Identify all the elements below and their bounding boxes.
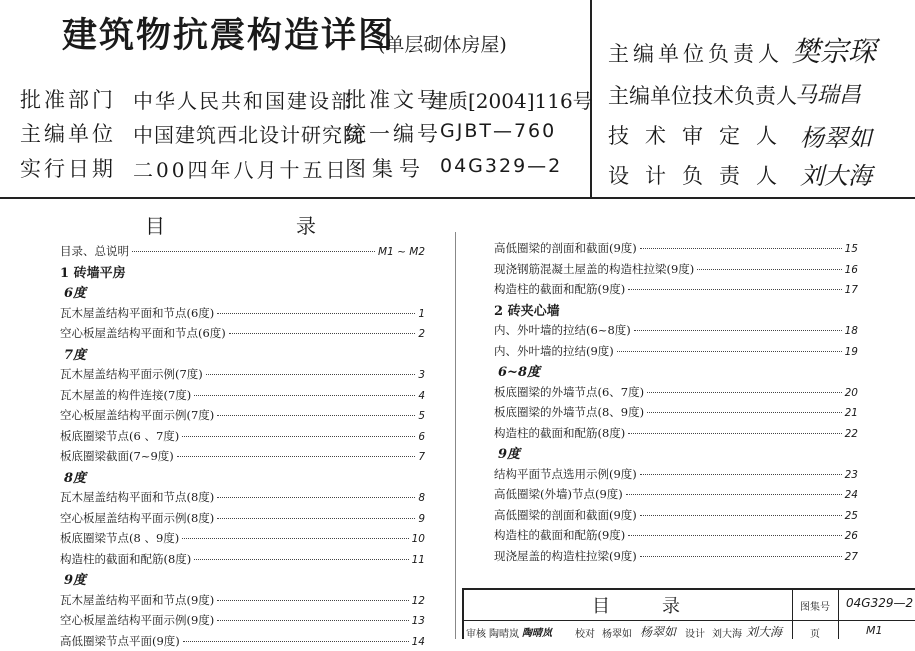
toc-entry <box>60 243 425 261</box>
toc-entry <box>60 633 425 651</box>
toc-leader-dots <box>206 374 416 375</box>
toc-entry <box>60 592 425 610</box>
signature-chief-unit: 樊宗琛 <box>792 35 877 68</box>
toc-entry <box>494 240 858 258</box>
toc-entry-title: 瓦木屋盖结构平面示例(7度) <box>60 367 203 381</box>
toc-entry <box>60 407 425 425</box>
title-block-mid-rule <box>462 620 915 621</box>
editor-unit-label: 主编单位 <box>20 122 116 146</box>
toc-leader-dots <box>182 538 408 539</box>
toc-entry <box>60 551 425 569</box>
unified-no-label: 统一编号 <box>345 122 441 146</box>
toc-title-left: 目 <box>145 214 165 238</box>
toc-leader-dots <box>217 620 408 621</box>
title-block-name-right: 录 <box>662 596 680 617</box>
title-block-name-left: 目 <box>592 596 610 617</box>
toc-entry-page: 24 <box>844 489 858 501</box>
toc-entry-title: 高低圈梁的剖面和截面(9度) <box>494 241 637 255</box>
toc-entry-title: 高低圈梁(外墙)节点(9度) <box>494 487 623 501</box>
title-block-review-label: 审核 <box>466 629 486 640</box>
toc-subsection-heading: 9度 <box>64 573 87 588</box>
toc-entry-title: 结构平面节点选用示例(9度) <box>494 466 637 481</box>
toc-leader-dots <box>640 556 842 557</box>
toc-entry <box>60 366 425 384</box>
toc-leader-dots <box>194 395 415 396</box>
toc-entry-page: 23 <box>844 468 858 481</box>
toc-entry-page: 16 <box>844 263 858 276</box>
toc-center-divider <box>455 232 456 639</box>
title-block-check-label: 校对 <box>575 629 595 640</box>
toc-entry <box>494 466 858 484</box>
toc-entry-page: 18 <box>844 325 858 337</box>
toc-entry <box>60 305 425 323</box>
toc-entry <box>494 384 858 402</box>
atlas-title: 建筑物抗震构造详图 <box>62 15 396 56</box>
toc-entry <box>60 325 425 343</box>
toc-entry <box>60 387 425 405</box>
toc-entry-page: 27 <box>844 550 858 563</box>
toc-entry-page: 4 <box>418 389 425 402</box>
toc-leader-dots <box>640 474 842 475</box>
signature-tech-chief: 马瑞昌 <box>795 83 862 108</box>
role-label-design-chief: 设计负责人 <box>608 164 793 188</box>
title-block-col-2 <box>838 588 839 639</box>
toc-entry-title: 空心板屋盖结构平面和节点(6度) <box>60 326 226 340</box>
toc-subsection-heading: 6度 <box>64 286 87 301</box>
toc-entry-page: 15 <box>844 243 858 255</box>
toc-entry-title: 空心板屋盖结构平面示例(9度) <box>60 613 215 627</box>
toc-subsection-heading: 9度 <box>498 447 521 462</box>
toc-leader-dots <box>628 289 841 290</box>
title-block-designer-sig: 刘大海 <box>746 625 783 639</box>
toc-leader-dots <box>132 251 375 252</box>
toc-leader-dots <box>182 436 415 437</box>
toc-entry-page: 2 <box>418 328 425 340</box>
toc-entry-page: 9 <box>418 512 425 525</box>
toc-leader-dots <box>628 433 841 434</box>
toc-title-right: 录 <box>296 214 316 238</box>
toc-entry-title: 板底圈梁的外墙节点(8、9度) <box>494 405 645 419</box>
role-label-chief-unit: 主编单位负责人 <box>608 42 783 66</box>
toc-entry-title: 高低圈梁节点平面(9度) <box>60 633 180 648</box>
toc-section-heading: 1 砖墙平房 <box>60 265 126 281</box>
toc-entry <box>494 404 858 422</box>
toc-leader-dots <box>640 248 842 249</box>
toc-entry-title: 瓦木屋盖结构平面和节点(9度) <box>60 592 215 607</box>
toc-entry-title: 构造柱的截面和配筋(9度) <box>494 282 626 296</box>
title-block-atlas-value: 04G329—2 <box>846 596 914 610</box>
toc-leader-dots <box>217 497 415 498</box>
toc-entry-page: 11 <box>411 553 425 566</box>
toc-entry-title: 现浇屋盖的构造柱拉梁(9度) <box>494 548 637 563</box>
toc-entry-title: 板底圈梁的外墙节点(6、7度) <box>494 384 645 399</box>
toc-entry-page: 8 <box>418 492 425 504</box>
approval-dept-value: 中华人民共和国建设部 <box>133 89 353 113</box>
toc-entry-title: 构造柱的截面和配筋(8度) <box>494 425 626 440</box>
toc-leader-dots <box>183 641 409 642</box>
role-label-tech-chief: 主编单位技术负责人 <box>608 84 797 108</box>
toc-entry-title: 现浇钢筋混凝土屋盖的构造柱拉梁(9度) <box>494 261 695 276</box>
toc-entry-title: 构造柱的截面和配筋(8度) <box>60 551 192 566</box>
toc-entry <box>494 322 858 340</box>
title-block-checker-sig: 杨翠如 <box>640 625 677 639</box>
toc-leader-dots <box>697 269 841 270</box>
toc-entry <box>60 489 425 507</box>
toc-leader-dots <box>194 559 408 560</box>
toc-entry-page: 12 <box>411 594 425 607</box>
toc-entry-title: 空心板屋盖结构平面示例(7度) <box>60 408 215 422</box>
toc-entry-page: 17 <box>844 284 858 296</box>
toc-entry <box>60 510 425 528</box>
title-block-col-1 <box>792 588 793 639</box>
atlas-subtitle: (单层砌体房屋) <box>378 34 507 56</box>
toc-entry <box>494 507 858 525</box>
toc-entry-title: 板底圈梁节点(6 、7度) <box>60 428 180 443</box>
title-block-reviewer-sig: 陶晴岚 <box>522 628 552 639</box>
toc-leader-dots <box>647 412 842 413</box>
toc-leader-dots <box>217 518 415 519</box>
toc-entry-page: 20 <box>844 386 858 399</box>
atlas-no-label: 图集号 <box>345 157 426 181</box>
toc-entry <box>60 448 425 466</box>
toc-entry <box>494 527 858 545</box>
effective-date-label: 实行日期 <box>20 157 116 181</box>
title-block-checker: 杨翠如 <box>602 629 632 640</box>
toc-entry-page: 10 <box>411 533 425 545</box>
signature-tech-review: 杨翠如 <box>800 124 872 152</box>
toc-entry-page: 5 <box>418 410 425 422</box>
toc-subsection-heading: 8度 <box>64 470 87 486</box>
toc-entry-title: 构造柱的截面和配筋(9度) <box>494 528 626 542</box>
toc-entry <box>494 425 858 443</box>
title-block-designer: 刘大海 <box>712 629 742 640</box>
toc-entry-page: M1 ~ M2 <box>378 246 425 258</box>
toc-entry-page: 22 <box>844 427 858 440</box>
toc-entry <box>494 261 858 279</box>
toc-entry-page: 1 <box>418 307 425 320</box>
toc-entry-title: 空心板屋盖结构平面示例(8度) <box>60 510 215 525</box>
toc-entry-title: 内、外叶墙的拉结(9度) <box>494 343 614 358</box>
toc-entry <box>494 281 858 299</box>
toc-leader-dots <box>177 456 416 457</box>
title-block-page-label: 页 <box>810 629 820 640</box>
toc-entry-title: 瓦木屋盖的构件连接(7度) <box>60 387 192 402</box>
toc-entry-page: 19 <box>844 345 858 358</box>
toc-leader-dots <box>217 313 415 314</box>
toc-entry-page: 14 <box>411 635 425 648</box>
toc-subsection-heading: 6~8度 <box>498 365 540 380</box>
toc-entry-title: 瓦木屋盖结构平面和节点(8度) <box>60 490 215 504</box>
toc-leader-dots <box>634 330 842 331</box>
approval-dept-label: 批准部门 <box>20 88 116 112</box>
toc-leader-dots <box>217 600 408 601</box>
effective-date-value: 二00四年八月十五日 <box>133 158 349 182</box>
toc-entry-title: 板底圈梁截面(7~9度) <box>60 449 174 463</box>
toc-entry-title: 板底圈梁节点(8 、9度) <box>60 531 180 545</box>
approval-doc-value: 建质[2004]116号 <box>428 89 593 113</box>
title-block-design-label: 设计 <box>685 629 705 640</box>
toc-entry-title: 瓦木屋盖结构平面和节点(6度) <box>60 305 215 320</box>
header-bottom-rule <box>0 197 915 199</box>
approval-doc-label: 批准文号 <box>345 88 441 112</box>
toc-entry-page: 6 <box>418 430 425 443</box>
toc-entry <box>60 428 425 446</box>
signature-design-chief: 刘大海 <box>800 162 872 190</box>
title-block-reviewer: 陶晴岚 <box>489 629 519 640</box>
toc-entry <box>60 530 425 548</box>
toc-entry-page: 21 <box>844 407 858 419</box>
toc-leader-dots <box>640 515 842 516</box>
toc-entry <box>494 486 858 504</box>
toc-entry-page: 25 <box>844 509 858 522</box>
atlas-no-value: 04G329—2 <box>440 155 563 177</box>
toc-leader-dots <box>229 333 416 334</box>
toc-entry-title: 内、外叶墙的拉结(6~8度) <box>494 323 631 337</box>
toc-leader-dots <box>217 415 415 416</box>
toc-subsection-heading: 7度 <box>64 347 87 363</box>
toc-leader-dots <box>617 351 842 352</box>
toc-entry-title: 目录、总说明 <box>60 244 129 258</box>
toc-entry-title: 高低圈梁的剖面和截面(9度) <box>494 507 637 522</box>
toc-entry-page: 7 <box>418 451 425 463</box>
toc-section-heading: 2 砖夹心墙 <box>494 303 560 319</box>
toc-leader-dots <box>628 535 841 536</box>
toc-entry <box>60 612 425 630</box>
toc-leader-dots <box>647 392 842 393</box>
editor-unit-value: 中国建筑西北设计研究院 <box>133 123 364 147</box>
title-block-page-value: M1 <box>866 624 883 637</box>
toc-leader-dots <box>626 494 842 495</box>
toc-entry <box>494 343 858 361</box>
role-label-tech-review: 技术审定人 <box>608 124 793 148</box>
toc-entry-page: 26 <box>844 530 858 542</box>
toc-entry-page: 13 <box>411 615 425 627</box>
unified-no-value: GJBT—760 <box>440 120 557 142</box>
toc-entry <box>494 548 858 566</box>
title-block-atlas-label: 图集号 <box>800 602 830 613</box>
toc-entry-page: 3 <box>418 369 425 381</box>
